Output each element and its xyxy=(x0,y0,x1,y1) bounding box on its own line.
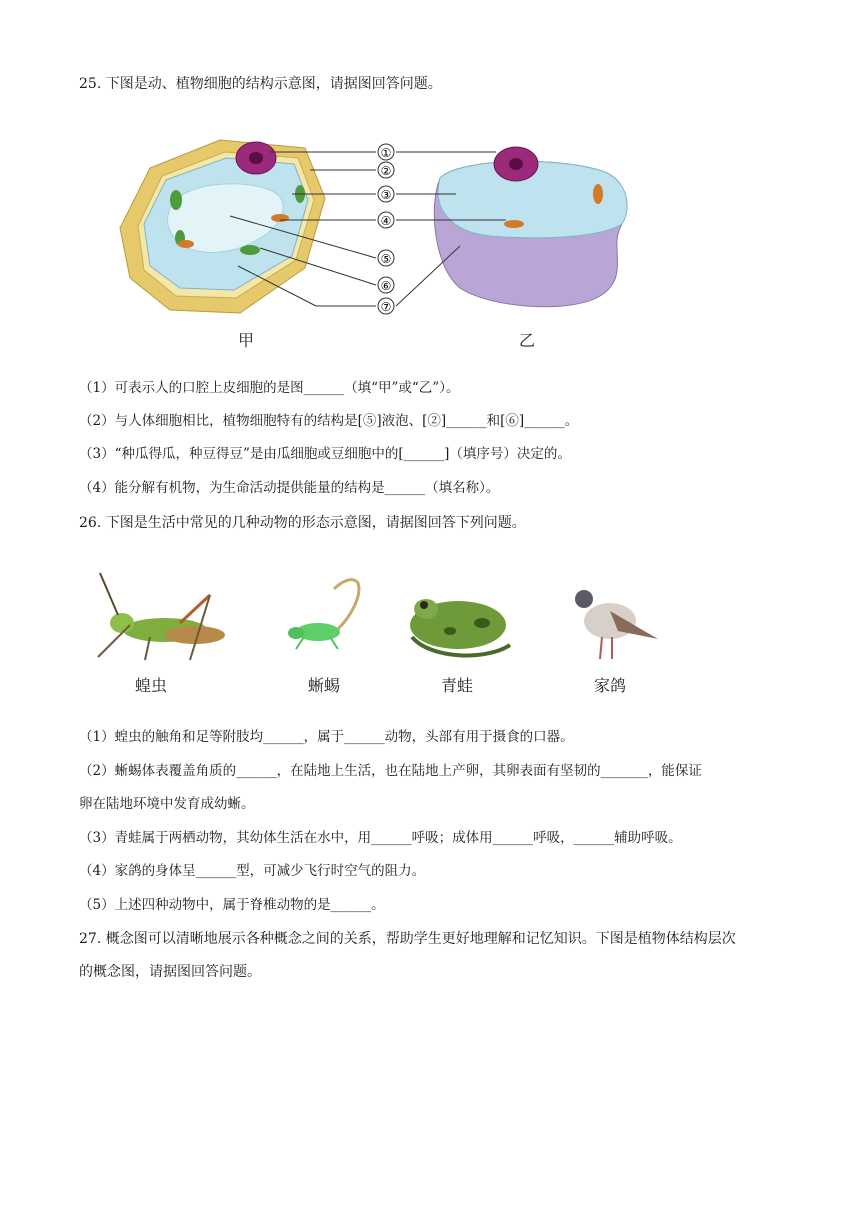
label-5: ⑤ xyxy=(380,252,392,266)
animals-figure xyxy=(90,565,670,670)
label-1: ① xyxy=(380,146,392,160)
q25-sub3: （3）“种瓜得瓜，种豆得豆”是由瓜细胞或豆细胞中的[______]（填序号）决定的。 xyxy=(79,446,571,462)
q26-sub4: （4）家鸽的身体呈______型，可减少飞行时空气的阻力。 xyxy=(79,863,426,879)
label-4: ④ xyxy=(380,214,392,228)
animal-label-grasshopper: 蝗虫 xyxy=(135,676,168,695)
q26-sub1: （1）蝗虫的触角和足等附肢均______，属于______动物，头部有用于摄食的口器。 xyxy=(79,729,574,745)
q26-sub3: （3）青蛙属于两栖动物，其幼体生活在水中，用______呼吸；成体用______呼吸，______辅助呼吸。 xyxy=(79,830,682,846)
q25-sub4: （4）能分解有机物，为生命活动提供能量的结构是______（填名称）。 xyxy=(79,480,500,496)
q25-sub2: （2）与人体细胞相比，植物细胞特有的结构是[⑤]液泡、[②]______和[⑥]______。 xyxy=(79,413,579,429)
q25-sub1: （1）可表示人的口腔上皮细胞的是图______（填“甲”或“乙”）。 xyxy=(79,380,460,396)
label-3: ③ xyxy=(380,188,392,202)
label-2: ② xyxy=(380,164,392,178)
q26-sub2a: （2）蜥蜴体表覆盖角质的______，在陆地上生活，也在陆地上产卵，其卵表面有坚韧的_______，能保证 xyxy=(79,763,702,779)
animal-label-lizard: 蜥蜴 xyxy=(308,676,341,695)
q27-stem-line1: 27. 概念图可以清晰地展示各种概念之间的关系，帮助学生更好地理解和记忆知识。下图是植物体结构层次 xyxy=(79,931,736,947)
animal-label-frog: 青蛙 xyxy=(441,676,474,695)
caption-yi: 乙 xyxy=(519,331,536,350)
grasshopper-image xyxy=(98,573,225,660)
cell-structure-figure xyxy=(110,128,650,323)
q26-sub2b: 卵在陆地环境中发育成幼蜥。 xyxy=(79,796,255,812)
pigeon-image xyxy=(575,590,658,659)
lizard-image xyxy=(288,580,359,649)
caption-jia: 甲 xyxy=(238,331,255,350)
q25-stem: 25. 下图是动、植物细胞的结构示意图，请据图回答问题。 xyxy=(79,76,442,92)
q27-stem-line2: 的概念图，请据图回答问题。 xyxy=(79,964,261,980)
q26-stem: 26. 下图是生活中常见的几种动物的形态示意图，请据图回答下列问题。 xyxy=(79,515,526,531)
label-7: ⑦ xyxy=(380,300,392,314)
frog-image xyxy=(410,599,510,655)
animal-label-pigeon: 家鸽 xyxy=(594,676,627,695)
label-6: ⑥ xyxy=(380,279,392,293)
q26-sub5: （5）上述四种动物中，属于脊椎动物的是______。 xyxy=(79,897,385,913)
